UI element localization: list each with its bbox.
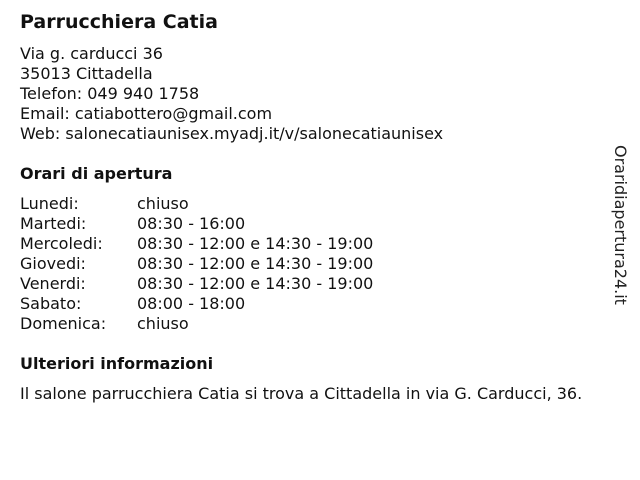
info-text: Il salone parrucchiera Catia si trova a Cittadella in via G. Carducci, 36. <box>20 384 583 403</box>
address-line: Via g. carducci 36 <box>20 44 163 63</box>
hours-day: Venerdi: <box>20 274 86 293</box>
hours-day: Mercoledi: <box>20 234 103 253</box>
hours-row-sunday <box>20 314 373 334</box>
hours-row-wednesday <box>20 234 373 254</box>
hours-day: Lunedi: <box>20 194 79 213</box>
watermark <box>600 135 640 315</box>
hours-day: Martedi: <box>20 214 87 233</box>
hours-time: chiuso <box>137 314 189 333</box>
hours-time: 08:00 - 18:00 <box>137 294 246 313</box>
info-heading: Ulteriori informazioni <box>20 354 214 373</box>
hours-day: Sabato: <box>20 294 82 313</box>
web-line: Web: salonecatiaunisex.myadj.it/v/salonecatiaunisex <box>20 124 444 143</box>
hours-time: 08:30 - 12:00 e 14:30 - 19:00 <box>137 234 374 253</box>
hours-day: Domenica: <box>20 314 107 333</box>
hours-time: 08:30 - 12:00 e 14:30 - 19:00 <box>137 274 374 293</box>
email-line: Email: catiabottero@gmail.com <box>20 104 273 123</box>
hours-row-friday <box>20 274 373 294</box>
business-name: Parrucchiera Catia <box>20 11 218 33</box>
hours-time: 08:30 - 16:00 <box>137 214 246 233</box>
contact-block <box>20 44 443 144</box>
hours-table <box>20 194 373 334</box>
phone-line: Telefon: 049 940 1758 <box>20 84 200 103</box>
hours-time: 08:30 - 12:00 e 14:30 - 19:00 <box>137 254 374 273</box>
hours-row-tuesday <box>20 214 373 234</box>
watermark-text: Oraridiapertura24.it <box>611 145 630 305</box>
hours-day: Giovedi: <box>20 254 86 273</box>
hours-row-monday <box>20 194 373 214</box>
hours-row-saturday <box>20 294 373 314</box>
city-line: 35013 Cittadella <box>20 64 153 83</box>
hours-time: chiuso <box>137 194 189 213</box>
hours-heading: Orari di apertura <box>20 164 173 183</box>
hours-row-thursday <box>20 254 373 274</box>
